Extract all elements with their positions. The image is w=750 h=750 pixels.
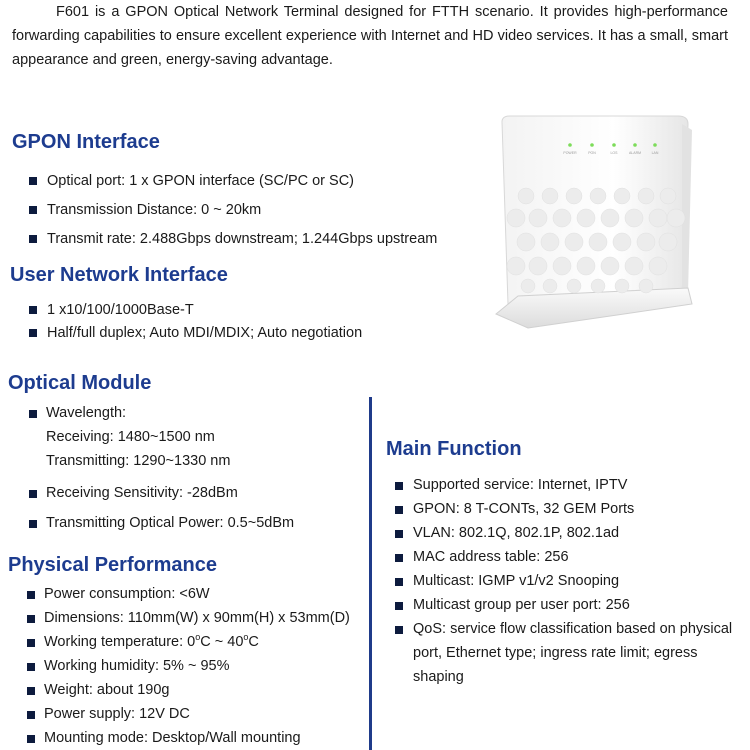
qos-line: port, Ethernet type; ingress rate limit; egress bbox=[413, 645, 698, 661]
vent-hole bbox=[659, 233, 677, 251]
list-item: Weight: about 190g bbox=[44, 682, 170, 698]
temp-text: C ~ 40 bbox=[200, 634, 244, 650]
list-item: Mounting mode: Desktop/Wall mounting bbox=[44, 730, 301, 746]
list-item: Transmission Distance: 0 ~ 20km bbox=[47, 202, 262, 218]
vent-hole bbox=[529, 257, 547, 275]
bullet bbox=[395, 506, 403, 514]
transmitting-wavelength: Transmitting: 1290~1330 nm bbox=[46, 453, 231, 469]
bullet bbox=[29, 329, 37, 337]
bullet bbox=[29, 520, 37, 528]
vent-hole bbox=[507, 209, 525, 227]
vent-hole bbox=[577, 209, 595, 227]
bullet bbox=[29, 177, 37, 185]
qos-line: QoS: service flow classification based on physical bbox=[413, 621, 733, 637]
led-label: POWER bbox=[563, 151, 577, 155]
list-item: Multicast group per user port: 256 bbox=[413, 597, 630, 613]
bullet bbox=[395, 626, 403, 634]
bullet bbox=[29, 235, 37, 243]
led-label: ALARM bbox=[628, 151, 642, 155]
bullet bbox=[29, 306, 37, 314]
bullet bbox=[29, 206, 37, 214]
bullet bbox=[29, 410, 37, 418]
temp-text: Working temperature: 0 bbox=[44, 634, 196, 650]
list-item: Transmitting Optical Power: 0.5~5dBm bbox=[46, 515, 295, 531]
led-label: PON bbox=[588, 151, 596, 155]
vent-hole bbox=[601, 209, 619, 227]
list-item: Power supply: 12V DC bbox=[44, 706, 190, 722]
gpon-interface-heading: GPON Interface bbox=[12, 131, 160, 153]
bullet bbox=[395, 602, 403, 610]
list-item: GPON: 8 T-CONTs, 32 GEM Ports bbox=[413, 501, 635, 517]
bullet bbox=[27, 615, 35, 623]
bullet bbox=[27, 639, 35, 647]
list-item: Power consumption: <6W bbox=[44, 586, 210, 602]
vent-hole bbox=[566, 188, 582, 204]
vent-hole bbox=[565, 233, 583, 251]
ont-device-image bbox=[488, 108, 700, 338]
list-item: Receiving Sensitivity: -28dBm bbox=[46, 485, 238, 501]
intro-paragraph: F601 is a GPON Optical Network Terminal designed for FTTH scenario. It provides high-performance forwarding capabilities to ensure excellent experience with Internet and HD video services. It has a small, smart appearance and green, energy-saving advantage. bbox=[12, 4, 728, 68]
vent-hole bbox=[637, 233, 655, 251]
vent-hole bbox=[590, 188, 606, 204]
bullet bbox=[27, 711, 35, 719]
list-item: MAC address table: 256 bbox=[413, 549, 569, 565]
bullet bbox=[27, 663, 35, 671]
user-network-interface-heading: User Network Interface bbox=[10, 264, 228, 286]
vent-hole bbox=[529, 209, 547, 227]
list-item: Optical port: 1 x GPON interface (SC/PC or SC) bbox=[47, 173, 355, 189]
vent-hole bbox=[638, 188, 654, 204]
vent-hole bbox=[543, 279, 557, 293]
list-item: Working humidity: 5% ~ 95% bbox=[44, 658, 230, 674]
column-divider bbox=[369, 397, 372, 750]
bullet bbox=[395, 554, 403, 562]
led-label: LAN bbox=[651, 151, 659, 155]
list-item: Supported service: Internet, IPTV bbox=[413, 477, 628, 493]
main-function-heading: Main Function bbox=[386, 438, 522, 460]
vent-hole bbox=[577, 257, 595, 275]
bullet bbox=[27, 687, 35, 695]
list-item: Half/full duplex; Auto MDI/MDIX; Auto negotiation bbox=[47, 325, 363, 341]
temp-text: C bbox=[248, 634, 259, 650]
list-item: Multicast: IGMP v1/v2 Snooping bbox=[413, 573, 620, 589]
vent-hole bbox=[518, 188, 534, 204]
vent-hole bbox=[542, 188, 558, 204]
vent-hole bbox=[517, 233, 535, 251]
bullet bbox=[27, 735, 35, 743]
vent-hole bbox=[507, 257, 525, 275]
vent-hole bbox=[541, 233, 559, 251]
list-item: 1 x10/100/1000Base-T bbox=[47, 302, 194, 318]
bullet bbox=[395, 530, 403, 538]
list-item: Dimensions: 110mm(W) x 90mm(H) x 53mm(D) bbox=[44, 610, 350, 626]
list-item bbox=[44, 632, 259, 652]
vent-hole bbox=[614, 188, 630, 204]
qos-line: shaping bbox=[413, 669, 464, 685]
bullet bbox=[395, 578, 403, 586]
vent-hole bbox=[613, 233, 631, 251]
vent-hole bbox=[615, 279, 629, 293]
degree-superscript: o bbox=[195, 632, 201, 643]
vent-hole bbox=[639, 279, 653, 293]
vent-hole bbox=[660, 188, 676, 204]
optical-module-heading: Optical Module bbox=[8, 372, 152, 394]
vent-hole bbox=[553, 209, 571, 227]
bullet bbox=[27, 591, 35, 599]
vent-hole bbox=[601, 257, 619, 275]
bullet bbox=[395, 482, 403, 490]
list-item: VLAN: 802.1Q, 802.1P, 802.1ad bbox=[413, 525, 620, 541]
vent-hole bbox=[625, 257, 643, 275]
receiving-wavelength: Receiving: 1480~1500 nm bbox=[46, 429, 215, 445]
led-label: LOS bbox=[610, 151, 618, 155]
vent-hole bbox=[589, 233, 607, 251]
degree-superscript: o bbox=[243, 632, 249, 643]
vent-hole bbox=[591, 279, 605, 293]
vent-hole bbox=[649, 257, 667, 275]
vent-hole bbox=[567, 279, 581, 293]
bullet bbox=[29, 490, 37, 498]
vent-hole bbox=[521, 279, 535, 293]
vent-hole bbox=[553, 257, 571, 275]
physical-performance-heading: Physical Performance bbox=[8, 554, 217, 576]
vent-hole bbox=[625, 209, 643, 227]
vent-hole bbox=[667, 209, 685, 227]
wavelength-label: Wavelength: bbox=[46, 405, 127, 421]
list-item: Transmit rate: 2.488Gbps downstream; 1.244Gbps upstream bbox=[47, 231, 438, 247]
vent-hole bbox=[649, 209, 667, 227]
